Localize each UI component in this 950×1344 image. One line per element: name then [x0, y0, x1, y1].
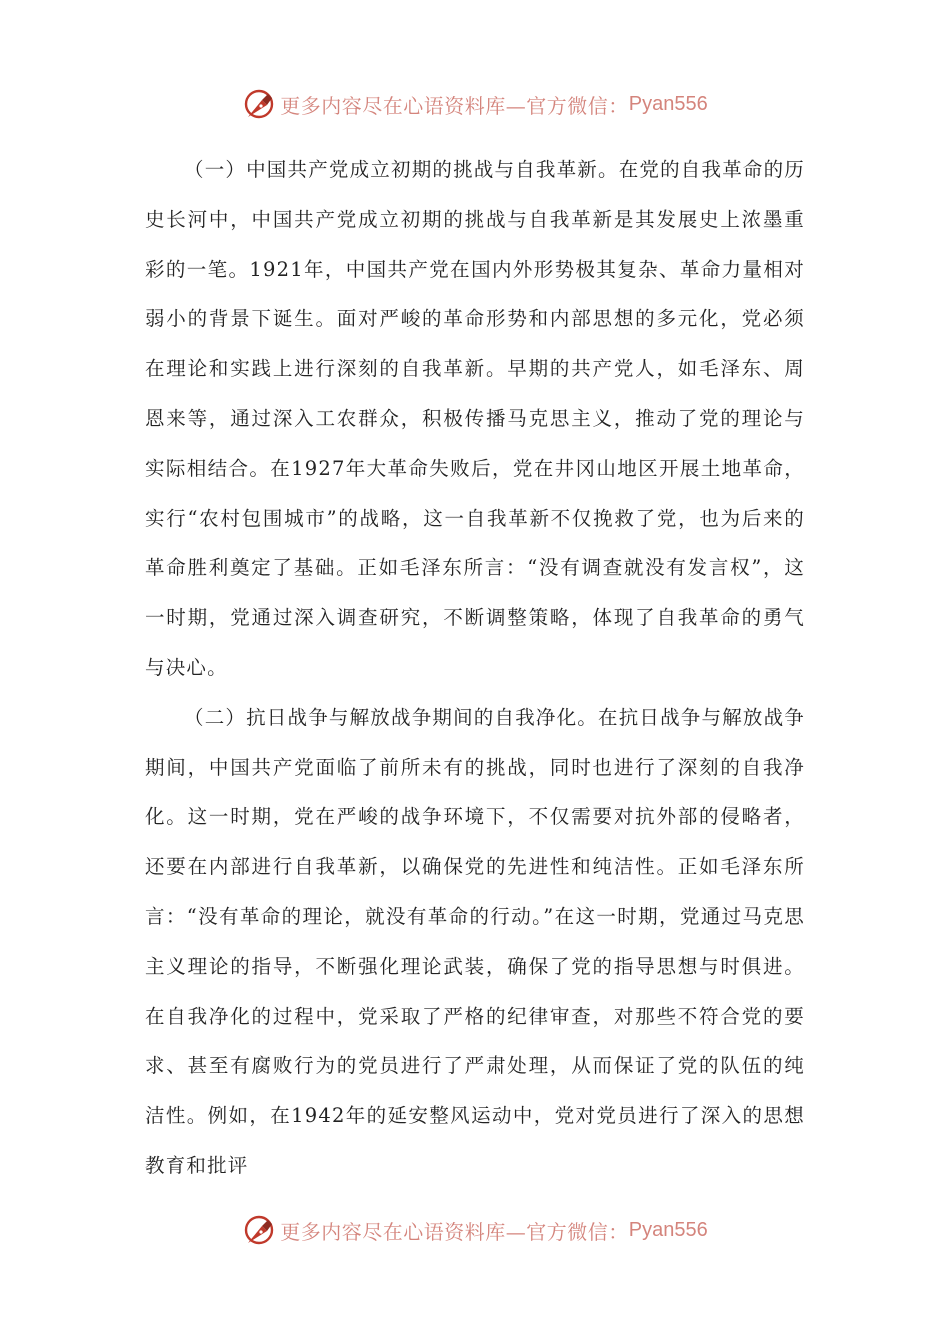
header-watermark [0, 84, 950, 124]
paragraph-1: （一）中国共产党成立初期的挑战与自我革新。在党的自我革命的历史长河中，中国共产党成立初期的挑战与自我革新是其发展史上浓墨重彩的一笔。1921年，中国共产党在国内外形势极其复杂、革命力量相对弱小的背景下诞生。面对严峻的革命形势和内部思想的多元化，党必须在理论和实践上进行深刻的自我革新。早期的共产党人，如毛泽东、周恩来等，通过深入工农群众，积极传播马克思主义，推动了党的理论与实际相结合。在1927年大革命失败后，党在井冈山地区开展土地革命，实行“农村包围城市”的战略，这一自我革新不仅挽救了党，也为后来的革命胜利奠定了基础。正如毛泽东所言：“没有调查就没有发言权”，这一时期，党通过深入调查研究，不断调整策略，体现了自我革命的勇气与决心。 [145, 158, 806, 679]
watermark-wechat-id: Pyan556 [628, 92, 708, 115]
pen-nib-circle-icon [242, 1213, 276, 1247]
watermark-text: 更多内容尽在心语资料库—官方微信： [280, 1219, 629, 1244]
watermark-wechat-id: Pyan556 [628, 1218, 708, 1241]
pen-nib-circle-icon [242, 87, 276, 121]
footer-watermark [0, 1210, 950, 1250]
watermark-text: 更多内容尽在心语资料库—官方微信： [280, 93, 629, 118]
document-body [145, 145, 805, 1191]
paragraph-2: （二）抗日战争与解放战争期间的自我净化。在抗日战争与解放战争期间，中国共产党面临了前所未有的挑战，同时也进行了深刻的自我净化。这一时期，党在严峻的战争环境下，不仅需要对抗外部的侵略者，还要在内部进行自我革新，以确保党的先进性和纯洁性。正如毛泽东所言：“没有革命的理论，就没有革命的行动。”在这一时期，党通过马克思主义理论的指导，不断强化理论武装，确保了党的指导思想与时俱进。在自我净化的过程中，党采取了严格的纪律审查，对那些不符合党的要求、甚至有腐败行为的党员进行了严肃处理，从而保证了党的队伍的纯洁性。例如，在1942年的延安整风运动中，党对党员进行了深入的思想教育和批评 [145, 705, 806, 1177]
